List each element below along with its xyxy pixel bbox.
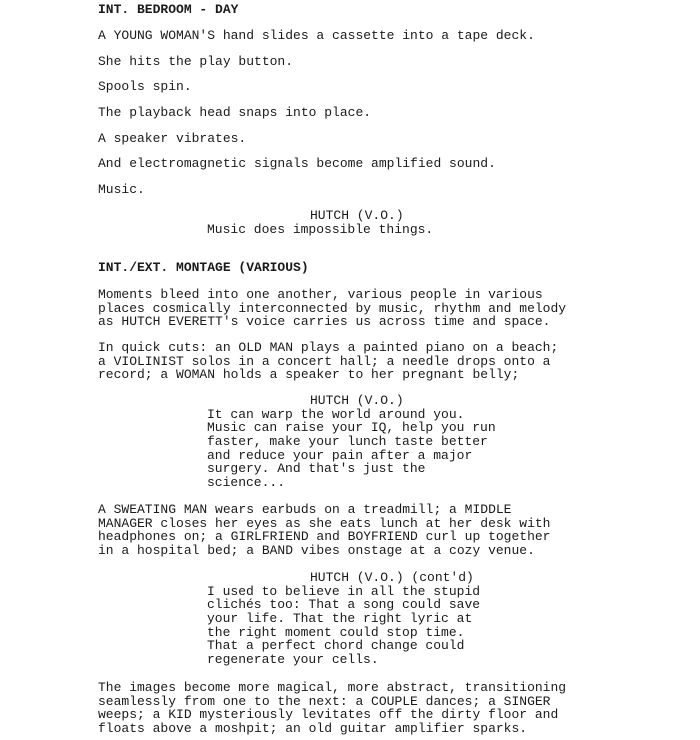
action-line: She hits the play button. — [98, 54, 294, 69]
action-line: Spools spin. — [98, 79, 192, 94]
action-line: Moments bleed into one another, various people in various — [98, 287, 543, 302]
action-line: MANAGER closes her eyes as she eats lunch at her desk with — [98, 515, 551, 531]
dialogue-line: the right moment could stop time. — [207, 624, 465, 640]
scene-heading: INT. BEDROOM - DAY — [98, 2, 239, 17]
character-name: HUTCH (V.O.) (cont'd) — [310, 570, 474, 585]
action-line: in a hospital bed; a BAND vibes onstage at a cozy venue. — [98, 543, 535, 559]
dialogue-line: Music does impossible things. — [207, 221, 434, 237]
action-line: floats above a moshpit; an old guitar amplifier sparks. — [98, 721, 528, 737]
scene-heading: INT./EXT. MONTAGE (VARIOUS) — [98, 260, 309, 275]
dialogue-line: clichés too: That a song could save — [207, 597, 481, 613]
action-paragraph — [98, 681, 566, 736]
action-line: weeps; a KID mysteriously levitates off the dirty floor and — [98, 707, 559, 723]
action-line: as HUTCH EVERETT's voice carries us across time and space. — [98, 314, 551, 330]
character-name: HUTCH (V.O.) — [310, 393, 404, 408]
action-line: And electromagnetic signals become amplified sound. — [98, 156, 496, 171]
action-line: A speaker vibrates. — [98, 131, 247, 146]
action-line: seamlessly from one to the next: a COUPLE dances; a SINGER — [98, 693, 551, 709]
action-line: headphones on; a GIRLFRIEND and BOYFRIEND curl up together — [98, 529, 551, 545]
action-line: The images become more magical, more abstract, transitioning — [98, 680, 567, 695]
dialogue-block — [98, 394, 496, 490]
dialogue-line: science... — [207, 475, 286, 491]
dialogue-line: faster, make your lunch taste better — [207, 434, 488, 450]
action-line: A YOUNG WOMAN'S hand slides a cassette into a tape deck. — [98, 28, 535, 43]
dialogue-line: and reduce your pain after a major — [207, 447, 473, 463]
dialogue-line: your life. That the right lyric at — [207, 611, 473, 627]
dialogue-block — [98, 571, 480, 667]
dialogue-block — [98, 209, 433, 236]
action-line: A SWEATING MAN wears earbuds on a treadmill; a MIDDLE — [98, 502, 512, 517]
dialogue-line: It can warp the world around you. — [207, 406, 465, 422]
action-paragraph — [98, 288, 566, 329]
action-line: a VIOLINIST solos in a concert hall; a needle drops onto a — [98, 353, 551, 369]
action-line: In quick cuts: an OLD MAN plays a painted piano on a beach; — [98, 340, 559, 355]
dialogue-line: surgery. And that's just the — [207, 461, 426, 477]
character-name: HUTCH (V.O.) — [310, 208, 404, 223]
action-line: The playback head snaps into place. — [98, 105, 372, 120]
action-line: Music. — [98, 182, 145, 197]
action-line: record; a WOMAN holds a speaker to her pregnant belly; — [98, 367, 520, 383]
dialogue-line: I used to believe in all the stupid — [207, 583, 481, 599]
dialogue-line: That a perfect chord change could — [207, 638, 465, 654]
action-paragraph — [98, 503, 550, 558]
action-line: places cosmically interconnected by music, rhythm and melody — [98, 300, 567, 316]
dialogue-line: regenerate your cells. — [207, 652, 379, 668]
action-paragraph — [98, 341, 558, 382]
dialogue-line: Music can raise your IQ, help you run — [207, 420, 496, 436]
